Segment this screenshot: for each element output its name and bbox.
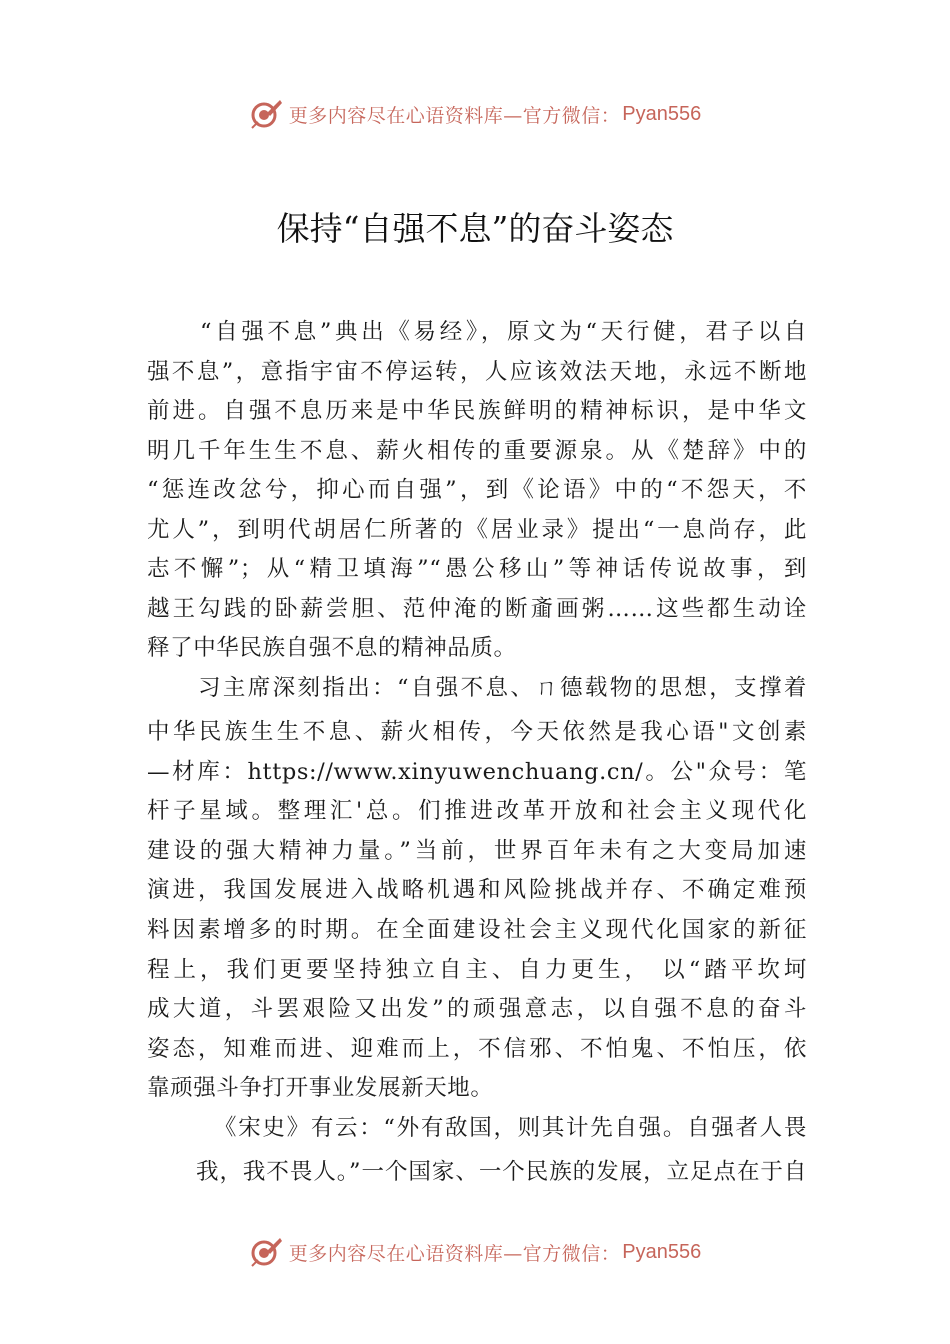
body-line: 演进，我国发展进入战略机遇和风险挑战并存、不确定难预 [147,877,807,903]
body-line: 靠顽强斗争打开事业发展新天地。 [147,1075,494,1101]
body-line: 料因素增多的时期。在全面建设社会主义现代化国家的新征 [147,917,807,943]
body-line: 中华民族生生不息、薪火相传，今天依然是我心语"文创素 [147,719,807,745]
body-line: “自强不息”典出《易经》，原文为“天行健，君子以自 [200,319,807,345]
body-line: 成大道，斗罢艰险又出发”的顽强意志，以自强不息的奋斗 [147,996,807,1022]
body-line: 强不息”，意指宇宙不停运转，人应该效法天地，永远不断地 [147,359,807,385]
banner-text: 更多内容尽在心语资料库—官方微信： [288,1242,621,1265]
body-line: —材库：https://www.xinyuwenchuang.cn/。公"众号：笔 [147,759,807,785]
body-line: 建设的强大精神力量。”当前，世界百年未有之大变局加速 [147,838,807,864]
body-line: 《宋史》有云：“外有敌国，则其计先自强。自强者人畏 [214,1115,807,1141]
body-line: 我，我不畏人。”一个国家、一个民族的发展，立足点在于自 [196,1159,807,1185]
body-line: 杆子星域。整理汇'总。们推进改革开放和社会主义现代化 [147,798,807,824]
quill-pen-logo-icon [249,97,283,131]
wechat-id: Pyan556 [622,102,702,125]
quill-pen-logo-icon [249,1235,283,1269]
body-line: 习主席深刻指出：“自强不息、ㄇ德载物的思想，支撑着 [198,675,807,701]
footer-banner [0,1232,950,1272]
body-line: 程上，我们更要坚持独立自主、自力更生， 以“踏平坎坷 [147,957,807,983]
body-line: 越王勾践的卧薪尝胆、范仲淹的断齑画粥……这些都生动诠 [147,596,807,622]
body-line: 释了中华民族自强不息的精神品质。 [147,635,517,661]
header-banner [0,94,950,134]
body-line: 前进。自强不息历来是中华民族鲜明的精神标识，是中华文 [147,398,807,424]
body-line: 姿态，知难而进、迎难而上，不信邪、不怕鬼、不怕压，依 [147,1036,807,1062]
banner-text: 更多内容尽在心语资料库—官方微信： [288,104,621,127]
wechat-id: Pyan556 [622,1240,702,1263]
body-line: “惩连改忿兮，抑心而自强”，到《论语》中的“不怨天，不 [147,477,807,503]
body-line: 志不懈”；从“精卫填海”“愚公移山”等神话传说故事，到 [147,556,807,582]
body-line: 尤人”，到明代胡居仁所著的《居业录》提出“一息尚存，此 [147,517,807,543]
body-line: 明几千年生生不息、薪火相传的重要源泉。从《楚辞》中的 [147,438,807,464]
page-title: 保持“自强不息”的奋斗姿态 [276,209,674,248]
